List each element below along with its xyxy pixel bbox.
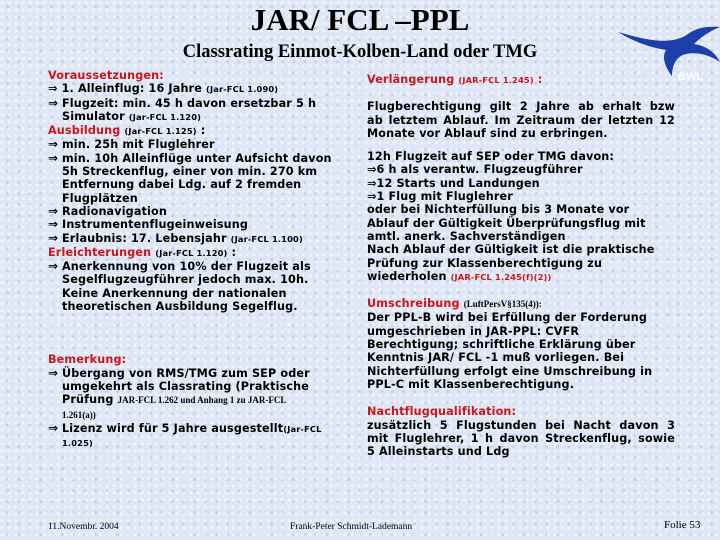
bird-logo-icon (616, 10, 720, 82)
paragraph: amtl. anerk. Sachverständigen (367, 229, 566, 243)
list-item: ⇒ Übergang von RMS/TMG zum SEP oder umgekehrt als Classrating (Praktische Prüfung JAR-FCL 1.262 und Anhang 1 zu JAR-FCL 1.261(a)) (48, 367, 348, 422)
paragraph: Nichterfüllung erfolgt eine Umschreibung in (367, 364, 653, 378)
list-item: ⇒ Lizenz wird für 5 Jahre ausgestellt(Jar-FCL 1.025) (48, 422, 348, 451)
implies-arrow-icon: ⇒ (48, 259, 59, 274)
implies-arrow-icon: ⇒ (48, 365, 59, 380)
implies-arrow-icon: ⇒ (48, 217, 59, 232)
paragraph: oder bei Nichterfüllung bis 3 Monate vor (367, 203, 630, 217)
heading-bemerkung: Bemerkung: (48, 353, 127, 367)
implies-arrow-icon: ⇒ (367, 190, 377, 204)
list-item: ⇒ min. 10h Alleinflüge unter Aufsicht davon 5h Streckenflug, einer von min. 270 km Entfernung dabei Ldg. auf 2 fremden Flugplätzen (48, 150, 332, 205)
implies-arrow-icon: ⇒ (367, 163, 377, 177)
footer-author: Frank-Peter Schmidt-Lademann (290, 522, 413, 532)
list-item: ⇒ min. 25h mit Fluglehrer (48, 137, 215, 152)
paragraph: wiederholen (JAR-FCL 1.245(f)(2)) (367, 269, 552, 283)
implies-arrow-icon: ⇒ (48, 137, 59, 152)
heading-nachtflug: Nachtflugqualifikation: (367, 405, 517, 419)
heading-verlaengerung: Verlängerung (JAR-FCL 1.245) : (367, 73, 543, 86)
left-column (48, 69, 348, 450)
list-item: ⇒ Erlaubnis: 17. Lebensjahr (Jar-FCL 1.100) (48, 230, 303, 245)
heading-erleichterungen: Erleichterungen (Jar-FCL 1.120) : (48, 245, 237, 259)
page-title: JAR/ FCL –PPL (250, 2, 470, 37)
paragraph: Nach Ablauf der Gültigkeit ist die praktische (367, 243, 655, 257)
footer-date: 11.Novembr. 2004 (48, 522, 119, 532)
paragraph: Berechtigung; schriftliche Erklärung über (367, 338, 636, 352)
paragraph: Prüfung zur Klassenberechtigung zu (367, 256, 603, 270)
list-item: ⇒1 Flug mit Fluglehrer (367, 190, 513, 204)
paragraph: Flugberechtigung gilt 2 Jahre ab erhalt bzw (367, 100, 675, 114)
list-item: ⇒ Flugzeit: min. 45 h davon ersetzbar 5 h Simulator (Jar-FCL 1.120) (48, 95, 317, 123)
list-item: ⇒ Instrumentenflugeinweisung (48, 217, 249, 232)
paragraph: PPL-C mit Klassenberechtigung. (367, 377, 575, 391)
implies-arrow-icon: ⇒ (48, 203, 59, 218)
list-item: ⇒ Radionavigation (48, 203, 167, 218)
paragraph: zusätzlich 5 Flugstunden bei Nacht davon 3 (367, 418, 675, 432)
paragraph: Monate vor Ablauf sind zu erbringen. (367, 126, 608, 140)
paragraph: Der PPL-B wird bei Erfüllung der Forderung (367, 311, 648, 325)
heading-voraussetzungen: Voraussetzungen: (48, 69, 164, 82)
implies-arrow-icon: ⇒ (48, 82, 62, 96)
implies-arrow-icon: ⇒ (367, 176, 377, 190)
right-column (367, 73, 675, 458)
list-item: ⇒6 h als verantw. Flugzeugführer (367, 163, 583, 177)
implies-arrow-icon: ⇒ (48, 420, 59, 435)
paragraph: Ablauf der Gültigkeit Überprüfungsflug mit (367, 216, 646, 230)
paragraph: ab letztem Ablauf. Im Zeitraum der letzten 12 (367, 113, 675, 127)
implies-arrow-icon: ⇒ (48, 230, 59, 245)
list-item: ⇒ Anerkennung von 10% der Flugzeit als Segelflugzeugführer jedoch max. 10h. Keine Anerkennung der nationalen theoretischen Ausbildung Segelflug. (48, 259, 311, 314)
implies-arrow-icon: ⇒ (48, 95, 59, 110)
heading-ausbildung: Ausbildung (Jar-FCL 1.125) : (48, 124, 206, 138)
logo-text: BWL (678, 71, 704, 82)
paragraph: Kenntnis JAR/ FCL -1 muß vorliegen. Bei (367, 351, 625, 365)
list-item: ⇒ 1. Alleinflug: 16 Jahre (Jar-FCL 1.090) (48, 82, 279, 96)
page-subtitle: Classrating Einmot-Kolben-Land oder TMG (182, 42, 538, 62)
heading-umschreibung: Umschreibung (LuftPersV§135(4)): (367, 297, 542, 311)
list-item: ⇒12 Starts und Landungen (367, 176, 540, 190)
paragraph: umgeschrieben in JAR-PPL: CVFR (367, 324, 580, 338)
implies-arrow-icon: ⇒ (48, 150, 59, 165)
slide-number: Folie 53 (664, 519, 701, 531)
paragraph: 5 Alleinstarts und Ldg (367, 445, 510, 459)
paragraph: 12h Flugzeit auf SEP oder TMG davon: (367, 150, 615, 164)
paragraph: mit Fluglehrer, 1 h davon Streckenflug, sowie (367, 431, 675, 445)
